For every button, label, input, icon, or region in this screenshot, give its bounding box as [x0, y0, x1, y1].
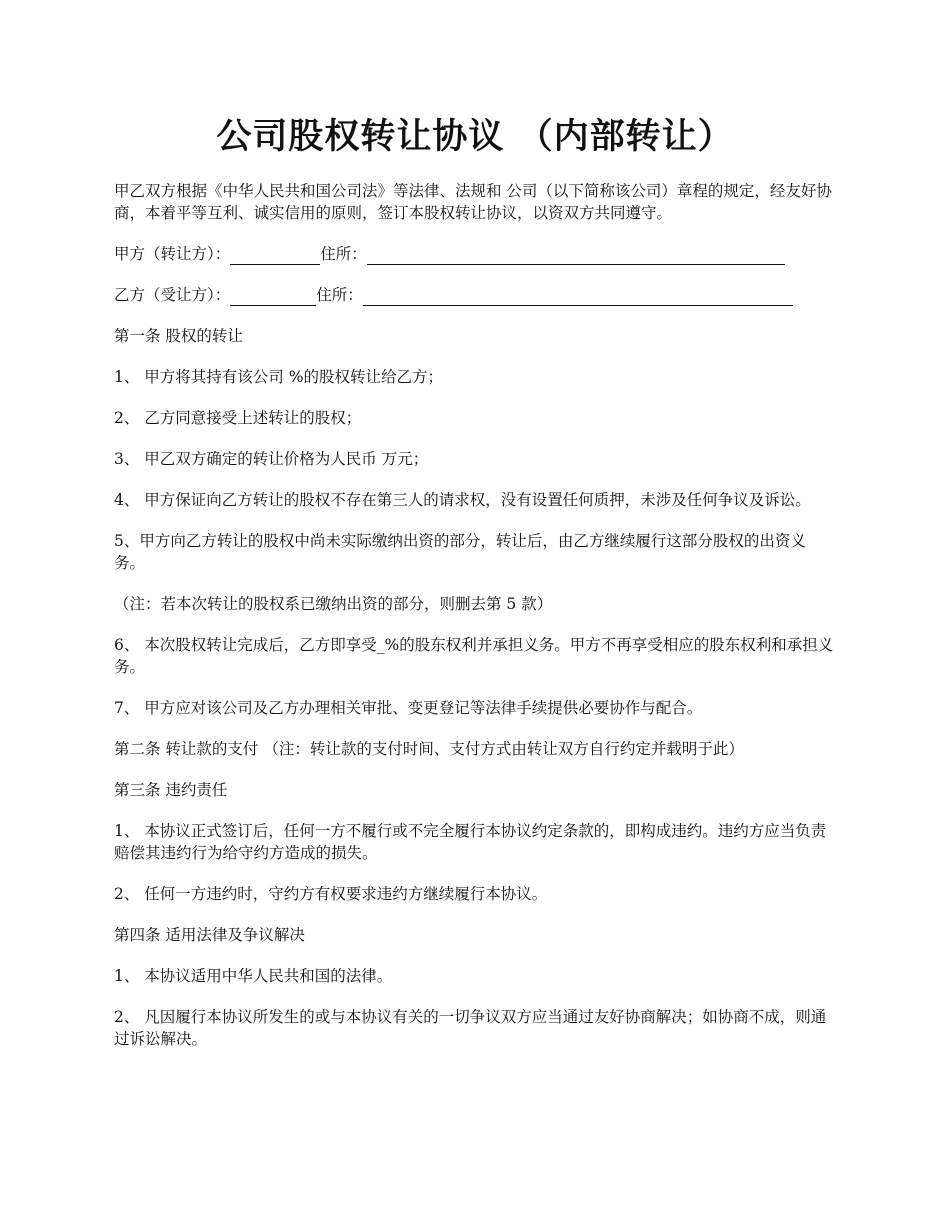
article-2-heading: 第二条 转让款的支付 （注：转让款的支付时间、支付方式由转让双方自行约定并载明于此） [114, 740, 744, 758]
article-4-heading: 第四条 适用法律及争议解决 [114, 926, 305, 944]
intro-paragraph: 甲乙双方根据《中华人民共和国公司法》等法律、法规和 公司（以下简称该公司）章程的规定，经友好协商，本着平等互利、诚实信用的原则，签订本股权转让协议，以资双方共同遵守。 [114, 182, 832, 222]
party-a-address-label: 住所： [320, 245, 367, 263]
article-1-note: （注：若本次转让的股权系已缴纳出资的部分，则删去第 5 款） [114, 595, 553, 613]
party-a-name-blank [230, 247, 320, 265]
article-1-item: 7、 甲方应对该公司及乙方办理相关审批、变更登记等法律手续提供必要协作与配合。 [114, 699, 703, 717]
article-1-item: 4、 甲方保证向乙方转让的股权不存在第三人的请求权，没有设置任何质押，未涉及任何争议及诉讼。 [114, 491, 811, 509]
article-1-item: 6、 本次股权转让完成后，乙方即享受_%的股东权利并承担义务。甲方不再享受相应的股东权利和承担义务。 [114, 636, 834, 676]
party-b-address-blank [363, 288, 793, 306]
party-a-address-blank [367, 247, 785, 265]
party-a-label: 甲方（转让方）： [114, 245, 231, 263]
document-body [114, 180, 834, 1069]
article-4-item: 2、 凡因履行本协议所发生的或与本协议有关的一切争议双方应当通过友好协商解决；如协商不成，则通过诉讼解决。 [114, 1008, 827, 1048]
article-1-item: 1、 甲方将其持有该公司 %的股权转让给乙方； [114, 368, 443, 386]
party-b-address-label: 住所： [316, 286, 363, 304]
article-3-item: 1、 本协议正式签订后，任何一方不履行或不完全履行本协议约定条款的，即构成违约。违约方应当负责赔偿其违约行为给守约方造成的损失。 [114, 822, 827, 862]
article-3-item: 2、 任何一方违约时，守约方有权要求违约方继续履行本协议。 [114, 885, 548, 903]
party-b-name-blank [230, 288, 316, 306]
article-1-item: 2、 乙方同意接受上述转让的股权； [114, 409, 362, 427]
article-3-heading: 第三条 违约责任 [114, 781, 228, 799]
article-1-heading: 第一条 股权的转让 [114, 327, 243, 345]
party-b-label: 乙方（受让方）： [114, 286, 231, 304]
party-b-line [114, 284, 834, 306]
article-4-item: 1、 本协议适用中华人民共和国的法律。 [114, 967, 393, 985]
article-1-item: 5、甲方向乙方转让的股权中尚未实际缴纳出资的部分，转让后，由乙方继续履行这部分股权的出资义务。 [114, 532, 806, 572]
document-title: 公司股权转让协议 （内部转让） [216, 117, 734, 157]
article-1-item: 3、 甲乙双方确定的转让价格为人民币 万元； [114, 450, 429, 468]
party-a-line [114, 243, 834, 265]
